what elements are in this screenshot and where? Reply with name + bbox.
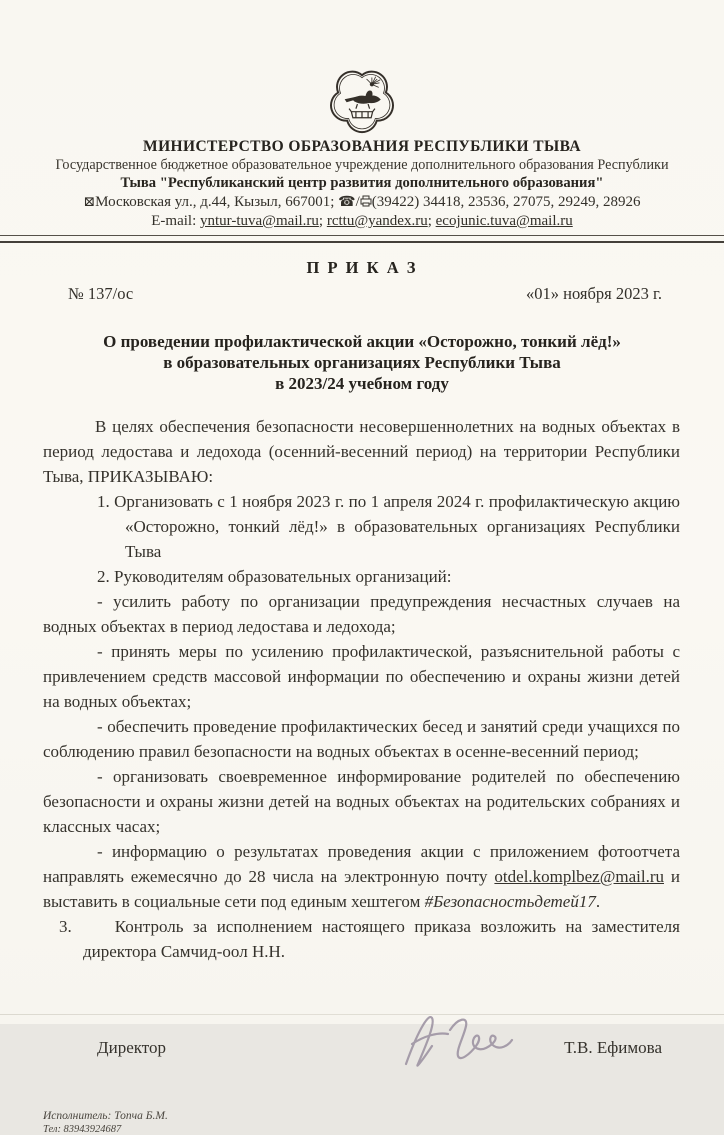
executor-phone: Тел: 83943924687 <box>43 1124 122 1135</box>
handwritten-signature <box>398 1006 523 1076</box>
envelope-icon: ⊠ <box>83 195 96 210</box>
intro-paragraph: В целях обеспечения безопасности несовершеннолетних на водных объектах в период ледостава и ледохода (осенний-весенний период) на территории Республики Тыва, ПРИКАЗЫВАЮ: <box>43 417 680 486</box>
order-heading: П Р И К А З <box>306 258 418 277</box>
email-link-3[interactable]: ecojunic.tuva@mail.ru <box>435 213 573 229</box>
order-title-line3: в 2023/24 учебном году <box>275 374 449 393</box>
sub-item-5-text: - информацию о результатах проведения акции с приложением фотоотчета направлять ежемесячно до 28 числа на электронную почту <box>43 842 680 886</box>
list-item-3 <box>59 914 680 964</box>
executor-name: Исполнитель: Топча Б.М. <box>43 1110 168 1122</box>
fax-icon <box>360 195 372 207</box>
item-1-number: 1. <box>97 492 110 511</box>
order-title-line1: О проведении профилактической акции «Осторожно, тонкий лёд!» <box>103 332 621 351</box>
org-line-2: Тыва "Республиканский центр развития дополнительного образования" <box>120 175 604 191</box>
sub-item-1: - усилить работу по организации предупреждения несчастных случаев на водных объектах в период ледостава и ледохода; <box>43 592 680 636</box>
order-title-line2: в образовательных организациях Республики Тыва <box>163 353 561 372</box>
item-2-number: 2. <box>97 567 110 586</box>
item-1-text: Организовать с 1 ноября 2023 г. по 1 апреля 2024 г. профилактическую акцию «Осторожно, тонкий лёд!» в образовательных организациях Республики Тыва <box>114 492 680 561</box>
order-date: «01» ноября 2023 г. <box>526 284 662 303</box>
item-3-text: Контроль за исполнением настоящего приказа возложить на заместителя директора Самчид-оол Н.Н. <box>83 917 680 961</box>
report-email-link[interactable]: otdel.komplbez@mail.ru <box>494 867 664 886</box>
sun-rays <box>367 77 381 88</box>
number-date-row <box>43 284 680 304</box>
order-body <box>43 414 680 964</box>
sub-item-5-text2: и выставить в социальные сети под единым хештегом <box>43 867 680 911</box>
list-item-2 <box>97 564 680 589</box>
order-title <box>0 331 724 394</box>
contact-line <box>0 194 724 211</box>
hashtag-text: #Безопасностьдетей17 <box>424 892 596 911</box>
sub-item-4: - организовать своевременное информирование родителей по обеспечению безопасности и охраны жизни детей на водных объектах на родительских собраниях и классных часах; <box>43 767 680 836</box>
signer-name: Т.В. Ефимова <box>564 1038 662 1057</box>
sub-item-5-period: . <box>595 892 601 911</box>
signer-position: Директор <box>97 1038 166 1057</box>
postal-address: Московская ул., д.44, Кызыл, 667001; <box>95 194 335 210</box>
item-2-text: Руководителям образовательных организаций: <box>114 567 452 586</box>
email-link-1[interactable]: yntur-tuva@mail.ru <box>200 213 319 229</box>
org-line-1: Государственное бюджетное образовательное учреждение дополнительного образования Республики <box>55 157 669 173</box>
scan-edge-line <box>0 1014 724 1015</box>
email-line <box>0 213 724 230</box>
pedestal-ornament <box>349 109 375 118</box>
email-link-2[interactable]: rcttu@yandex.ru <box>326 213 428 229</box>
letterhead <box>0 0 724 230</box>
sub-item-2: - принять меры по усилению профилактической, разъяснительной работы с привлечением средств массовой информации по обеспечению и охраны жизни детей на водных объектах; <box>43 642 680 711</box>
item-3-number: 3. <box>59 917 72 936</box>
signature-row <box>0 1012 724 1092</box>
sub-item-5 <box>43 839 680 914</box>
letterhead-divider <box>0 235 724 243</box>
email-separator: ; <box>427 213 432 229</box>
email-separator: ; <box>318 213 324 229</box>
email-label: E-mail: <box>151 213 197 229</box>
executor-block <box>43 1110 724 1135</box>
sub-item-3: - обеспечить проведение профилактических бесед и занятий среди учащихся по соблюдению правил безопасности на водных объектах в осенне-весенний период; <box>43 717 680 761</box>
horseman-silhouette <box>345 91 380 109</box>
icon-separator: / <box>355 194 360 210</box>
list-item-1 <box>97 489 680 564</box>
phone-icon: ☎ <box>338 195 356 210</box>
ministry-name: МИНИСТЕРСТВО ОБРАЗОВАНИЯ РЕСПУБЛИКИ ТЫВА <box>143 138 581 155</box>
order-number: № 137/ос <box>68 284 134 303</box>
phone-numbers: (39422) 34418, 23536, 27075, 29249, 28926 <box>371 194 641 210</box>
tyva-coat-of-arms-logo <box>310 60 414 136</box>
